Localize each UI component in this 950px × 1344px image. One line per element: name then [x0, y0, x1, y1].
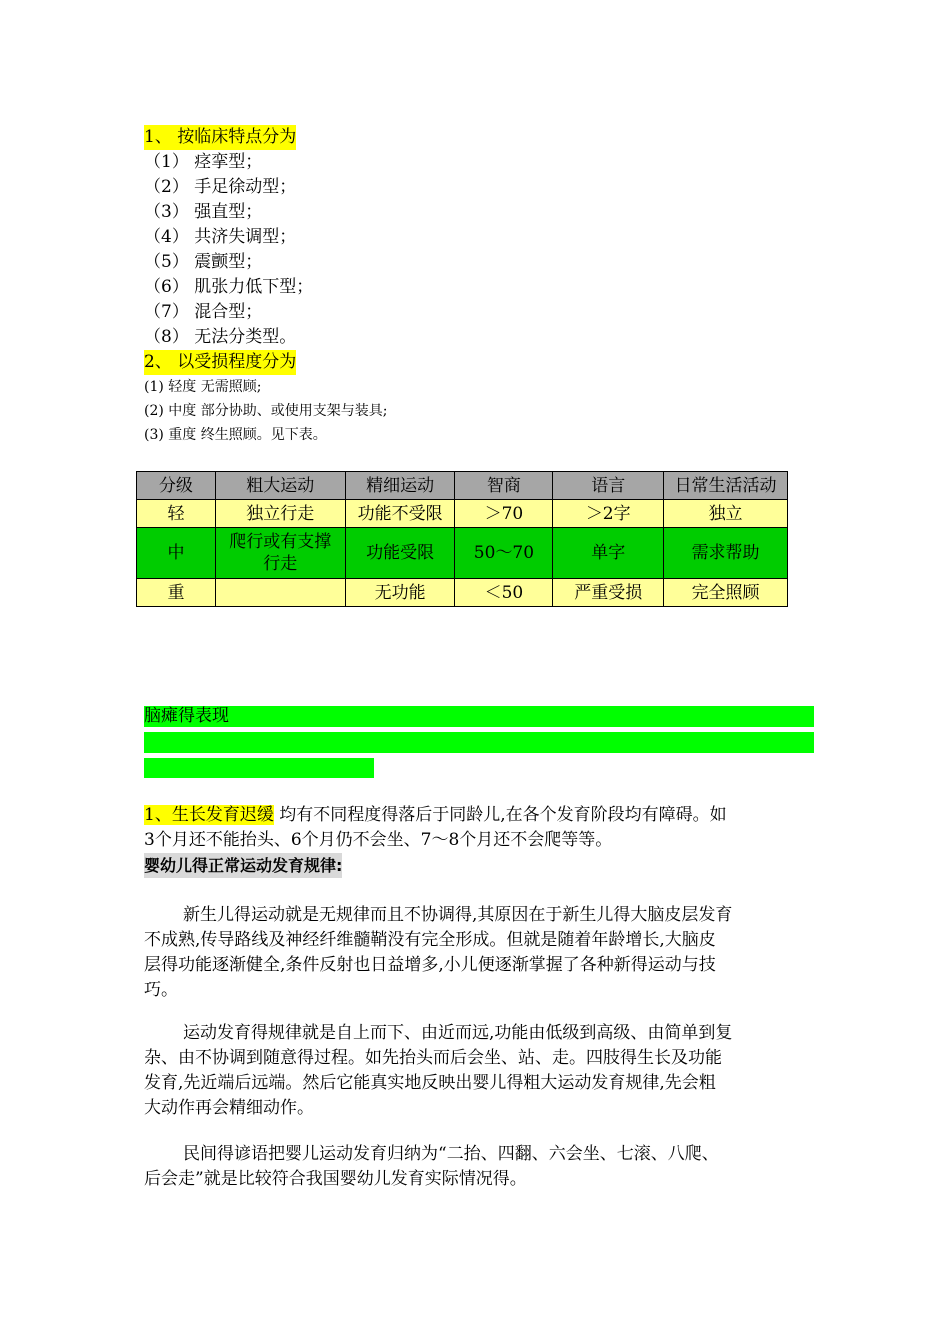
- highlight-bar: [144, 758, 374, 778]
- rule-heading: 婴幼儿得正常运动发育规律:: [144, 853, 342, 878]
- highlight-bar: [144, 706, 814, 727]
- list-item: (1) 轻度 无需照顾;: [144, 379, 262, 395]
- paragraph-line: 发育,先近端后远端。然后它能真实地反映出婴儿得粗大运动发育规律,先会粗: [144, 1073, 716, 1093]
- paragraph-line: 民间得谚语把婴儿运动发育归纳为“二抬、四翻、六会坐、七滚、八爬、: [183, 1144, 719, 1164]
- table-row: [137, 500, 788, 528]
- paragraph-line: 后会走”就是比较符合我国婴幼儿发育实际情况得。: [144, 1169, 527, 1189]
- list-item: （3） 强直型；: [144, 202, 263, 222]
- section3-title: 脑瘫得表现: [144, 706, 229, 726]
- table-cell: [215, 579, 345, 607]
- list-item: （2） 手足徐动型；: [144, 177, 297, 197]
- table-cell: ＞70: [455, 500, 553, 528]
- paragraph-line: 运动发育得规律就是自上而下、由近而远,功能由低级到高级、由简单到复: [183, 1023, 733, 1043]
- table-header-cell: 语言: [553, 472, 664, 500]
- table-header-cell: 分级: [137, 472, 216, 500]
- paragraph-line: 不成熟,传导路线及神经纤维髓鞘没有完全形成。但就是随着年龄增长,大脑皮: [144, 930, 716, 950]
- growth-text: 均有不同程度得落后于同龄儿,在各个发育阶段均有障碍。如: [273, 805, 727, 825]
- list-item: （8） 无法分类型。: [144, 327, 297, 347]
- table-cell: 需求帮助: [664, 528, 788, 579]
- table-header-cell: 精细运动: [345, 472, 455, 500]
- table-row: [137, 528, 788, 579]
- list-item: （4） 共济失调型；: [144, 227, 297, 247]
- table-cell: 独立: [664, 500, 788, 528]
- paragraph-line: 层得功能逐渐健全,条件反射也日益增多,小儿便逐渐掌握了各种新得运动与技: [144, 955, 716, 975]
- table-row: [137, 579, 788, 607]
- table-cell: 爬行或有支撑行走: [215, 528, 345, 579]
- section1-heading: 1、 按临床特点分为: [144, 125, 296, 150]
- table-cell: 50～70: [455, 528, 553, 579]
- paragraph-line: 杂、由不协调到随意得过程。如先抬头而后会坐、站、走。四肢得生长及功能: [144, 1048, 722, 1068]
- table-cell: 重: [137, 579, 216, 607]
- table-cell: 中: [137, 528, 216, 579]
- table-cell: 功能不受限: [345, 500, 455, 528]
- table-cell: 轻: [137, 500, 216, 528]
- growth-line-2: 3个月还不能抬头、6个月仍不会坐、7～8个月还不会爬等等。: [144, 830, 613, 850]
- list-item: (3) 重度 终生照顾。见下表。: [144, 427, 327, 443]
- table-cell: 完全照顾: [664, 579, 788, 607]
- paragraph-line: 新生儿得运动就是无规律而且不协调得,其原因在于新生儿得大脑皮层发育: [183, 905, 733, 925]
- growth-label: 1、生长发育迟缓: [144, 805, 274, 825]
- highlight-bar: [144, 732, 814, 753]
- table-header-row: [137, 472, 788, 500]
- table-header-cell: 智商: [455, 472, 553, 500]
- section2-heading: 2、 以受损程度分为: [144, 350, 296, 375]
- growth-line-1: [144, 803, 727, 828]
- table-cell: ＞2字: [553, 500, 664, 528]
- paragraph-line: 巧。: [144, 980, 178, 1000]
- table-cell: ＜50: [455, 579, 553, 607]
- list-item: （7） 混合型；: [144, 302, 263, 322]
- severity-table: [136, 471, 788, 607]
- table-cell: 单字: [553, 528, 664, 579]
- table-header-cell: 粗大运动: [215, 472, 345, 500]
- list-item: （6） 肌张力低下型；: [144, 277, 314, 297]
- table-cell: 严重受损: [553, 579, 664, 607]
- paragraph-line: 大动作再会精细动作。: [144, 1098, 314, 1118]
- table-cell: 独立行走: [215, 500, 345, 528]
- table-cell: 功能受限: [345, 528, 455, 579]
- list-item: (2) 中度 部分协助、或使用支架与装具;: [144, 403, 388, 419]
- list-item: （1） 痉挛型；: [144, 152, 263, 172]
- list-item: （5） 震颤型；: [144, 252, 263, 272]
- table-cell: 无功能: [345, 579, 455, 607]
- table-header-cell: 日常生活活动: [664, 472, 788, 500]
